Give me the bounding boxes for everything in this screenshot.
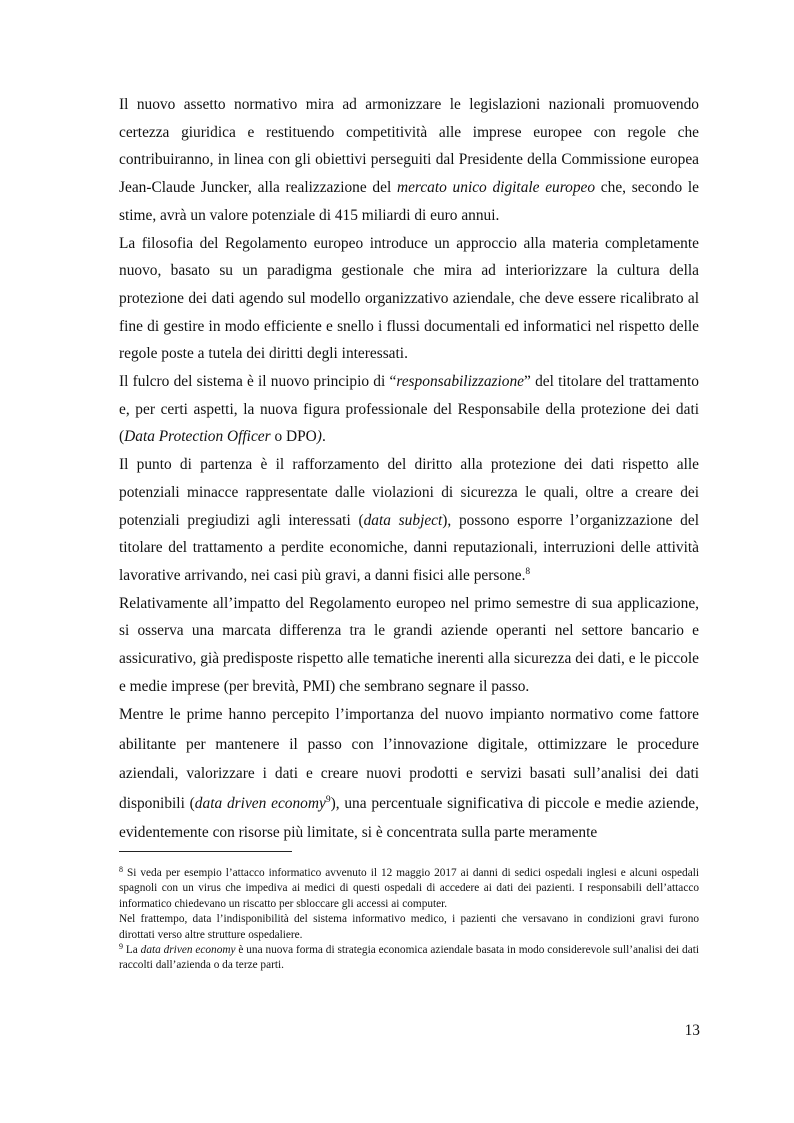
paragraph-5: Relativamente all’impatto del Regolamento europeo nel primo semestre di sua applicazione, si osserva una marcata differenza tra le grandi aziende operanti nel settore bancario e assicurativo, già predisposte rispetto alle tematiche inerenti alla sicurezza dei dati, e le piccole e medie imprese (per brevità, PMI) che sembrano segnare il passo. — [119, 594, 699, 695]
footnote-ref-8: 8 — [525, 566, 531, 577]
paragraph-2: La filosofia del Regolamento europeo introduce un approccio alla materia completamente nuovo, basato su un paradigma gestionale che mira ad interiorizzare la cultura della protezione dei dati agendo sul modello organizzativo aziendale, che deve essere ricalibrato al fine di gestire in modo efficiente e snello i flussi documentali ed informatici nel rispetto delle regole poste a tutela dei diritti degli interessati. — [119, 234, 699, 363]
footnote-separator — [119, 851, 292, 852]
footnote-8-continued: Nel frattempo, data l’indisponibilità del sistema informativo medico, i pazienti che versavano in condizioni gravi furono dirottati verso altre strutture ospedaliere. — [119, 913, 699, 941]
footnote-8: $^8$ Si veda per esempio l’attacco informatico avvenuto il 12 maggio 2017 ai danni di sedici ospedali inglesi e alcuni ospedali spagnoli con un virus che impediva ai medici di questi ospedali di accedere ai dati dei pazienti. I responsabili dell’attacco informatico chiedevano un riscatto per sbloccare gli accessi ai computer. — [119, 865, 699, 910]
paragraph-3: Il fulcro del sistema è il nuovo principio di “responsabilizzazione” del titolare del trattamento e, per certi aspetti, la nuova figura professionale del Responsabile della protezione dei dati (Data Protection Officer o DPO). — [119, 373, 699, 446]
footnote-9: $^9$ La data driven economy è una nuova forma di strategia economica aziendale basata in modo considerevole sull’analisi dei dati raccolti dall’azienda o da terze parti. — [119, 942, 699, 972]
page-number: 13 — [684, 1022, 700, 1039]
footnote-ref-9: 9 — [325, 794, 331, 805]
paragraph-4: Il punto di partenza è il rafforzamento del diritto alla protezione dei dati rispetto alle potenziali minacce rappresentate dalle violazioni di sicurezza le quali, oltre a creare dei potenziali pregiudizi agli interessati (data subject), possono esporre l’organizzazione del titolare del trattamento a perdite economiche, danni reputazionali, interruzioni delle attività lavorative arrivando, nei casi più gravi, a danni fisici alle persone.$^8$ — [119, 456, 699, 584]
body-text — [119, 91, 699, 848]
footnotes — [119, 866, 699, 974]
paragraph-6: Mentre le prime hanno percepito l’importanza del nuovo impianto normativo come fattore abilitante per mantenere il passo con l’innovazione digitale, ottimizzare le procedure aziendali, valorizzare i dati e creare nuovi prodotti e servizi basati sull’analisi dei dati disponibili (data driven economy$^9$), una percentuale significativa di piccole e medie aziende, evidentemente con risorse più limitate, si è concentrata sulla parte meramente — [119, 706, 699, 842]
paragraph-1: Il nuovo assetto normativo mira ad armonizzare le legislazioni nazionali promuovendo certezza giuridica e restituendo competitività alle imprese europee con regole che contribuiranno, in linea con gli obiettivi perseguiti dal Presidente della Commissione europea Jean-Claude Juncker, alla realizzazione del mercato unico digitale europeo che, secondo le stime, avrà un valore potenziale di 415 miliardi di euro annui. — [119, 96, 699, 224]
